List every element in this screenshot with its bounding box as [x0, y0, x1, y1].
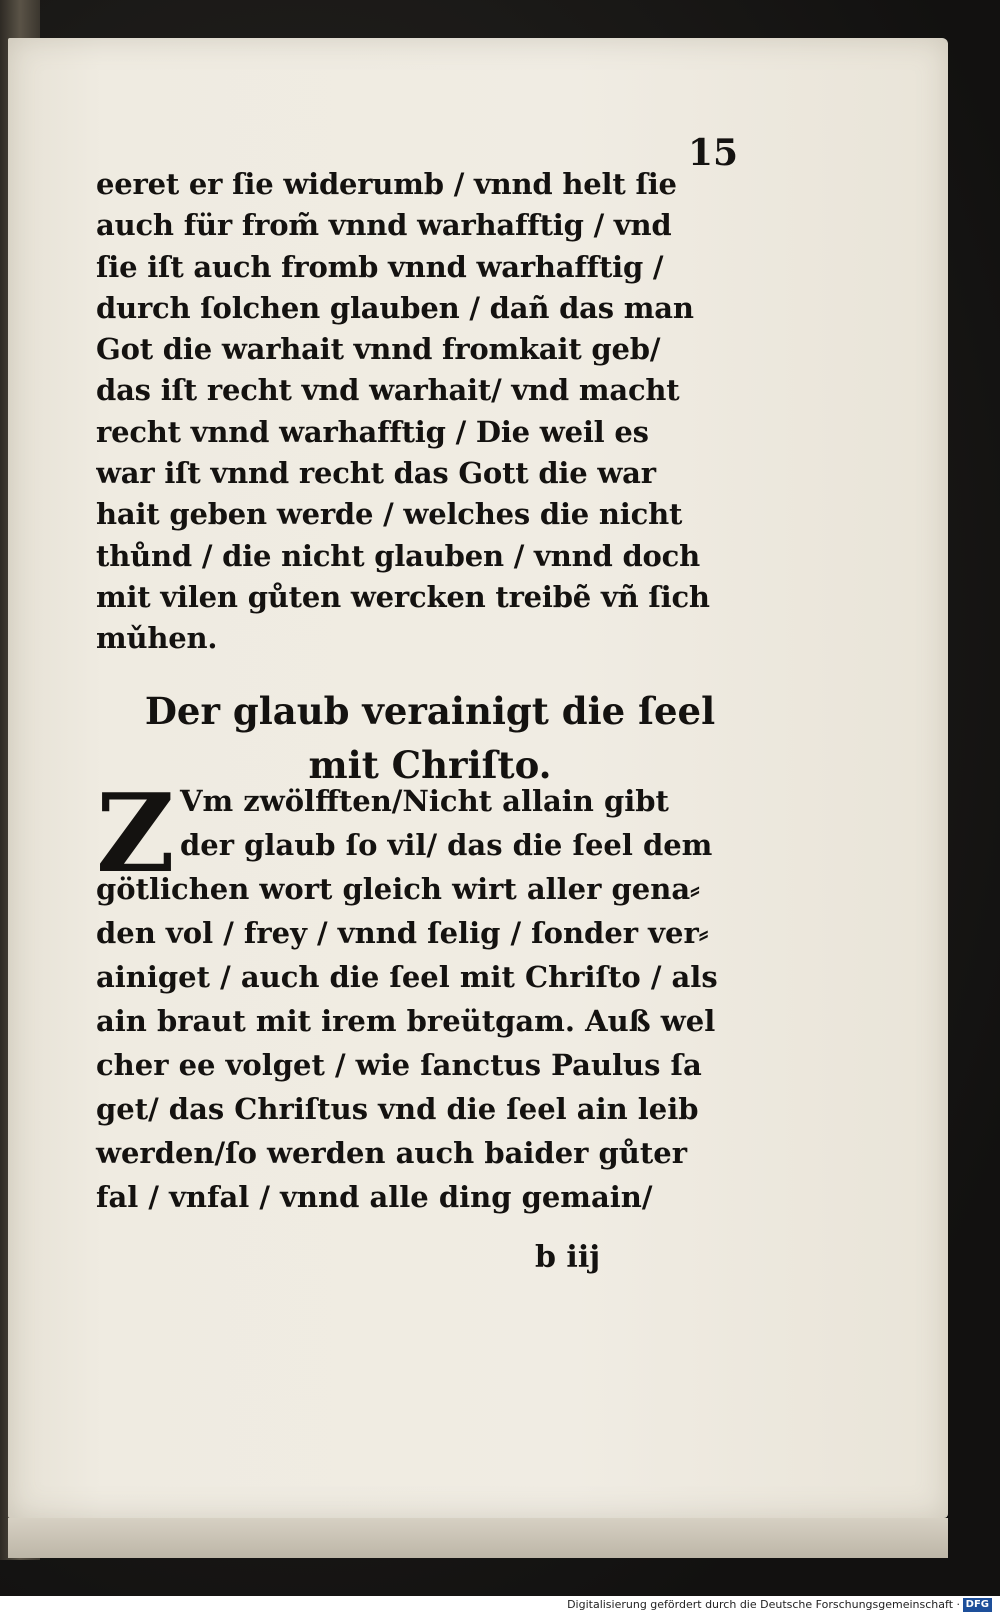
paragraph-top: [96, 164, 736, 660]
text-line: fal / vnfal / vnnd alle ding gemain/: [96, 1180, 653, 1214]
page-number: 15: [688, 132, 739, 174]
text-line: recht vnnd warhafftig / Die weil es: [96, 414, 649, 449]
section-heading: Der glaub verainigt die ſeel: [144, 689, 716, 733]
text-line: auch für from̃ vnnd warhafftig / vnd: [96, 208, 672, 243]
text-line: der glaub ſo vil/ das die ſeel dem: [180, 828, 713, 862]
text-line: war iſt vnnd recht das Gott die war: [96, 456, 656, 491]
initial-capital-letter: Z: [96, 771, 175, 897]
text-line: durch ſolchen glauben / dañ das man: [96, 290, 694, 325]
text-line: Got die warhait vnnd fromkait geb/: [96, 332, 661, 367]
text-line: mǔhen.: [96, 621, 218, 656]
text-line: ainiget / auch die ſeel mit Chriſto / als: [96, 960, 718, 994]
text-line: werden/ſo werden auch baider gůter: [96, 1136, 688, 1170]
text-line: götlichen wort gleich wirt aller gena⸗: [96, 872, 700, 906]
text-line: ſie iſt auch fromb vnnd warhafftig /: [96, 249, 664, 284]
signature-mark: b iij: [535, 1240, 601, 1275]
text-line: thůnd / die nicht glauben / vnnd doch: [96, 538, 701, 573]
text-line: Vm zwölfften/Nicht allain gibt: [180, 784, 669, 818]
section-heading-continued: mit Chriſto.: [308, 743, 552, 787]
text-line: cher ee volget / wie ſanctus Paulus ſa: [96, 1048, 702, 1082]
page-lower-edge: [8, 1518, 948, 1558]
text-line: eeret er ſie widerumb / vnnd helt ſie: [96, 167, 677, 201]
text-line: mit vilen gůten wercken treibẽ vñ ſich: [96, 579, 710, 614]
dfg-logo: DFG: [963, 1598, 992, 1612]
text-line: ain braut mit irem breütgam. Auß wel: [96, 1004, 716, 1038]
text-line: den vol / frey / vnnd ſelig / ſonder ver⸗: [96, 916, 709, 950]
text-line: hait geben werde / welches die nicht: [96, 497, 683, 532]
funding-credit: Digitalisierung gefördert durch die Deutsche Forschungsgemeinschaft ·: [567, 1598, 960, 1611]
text-line: das iſt recht vnd warhait/ vnd macht: [96, 373, 680, 408]
text-line: get/ das Chriſtus vnd die ſeel ain leib: [96, 1092, 699, 1126]
